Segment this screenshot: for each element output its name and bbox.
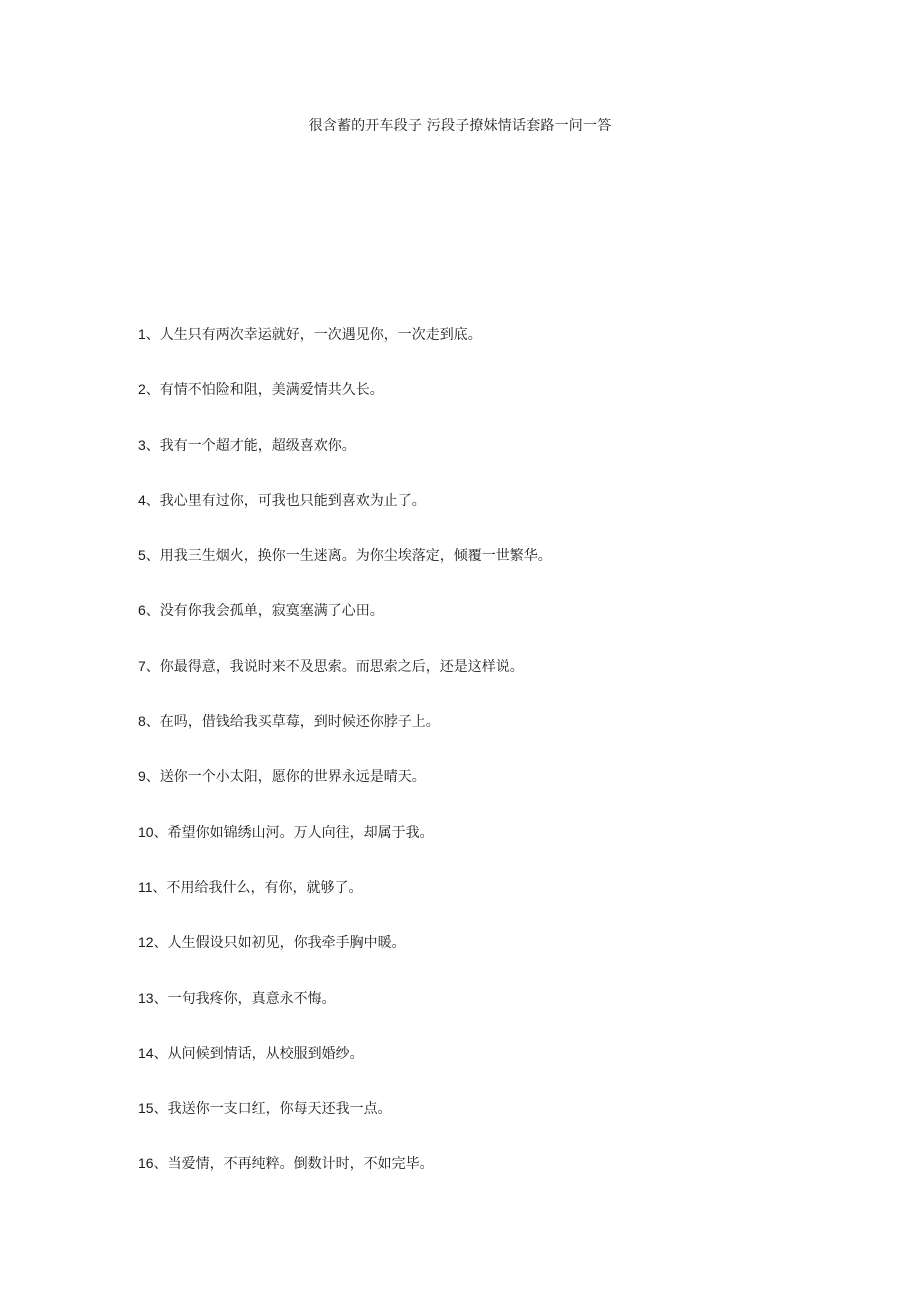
list-item bbox=[138, 600, 838, 655]
item-number: 4 bbox=[138, 491, 146, 508]
item-separator: 、 bbox=[153, 935, 168, 952]
list-item bbox=[138, 711, 838, 766]
item-number: 7 bbox=[138, 657, 146, 674]
item-text: 在吗，借钱给我买草莓，到时候还你脖子上。 bbox=[159, 714, 440, 731]
item-text: 有情不怕险和阻，美满爱情共久长。 bbox=[159, 382, 384, 399]
item-separator: 、 bbox=[153, 1045, 168, 1062]
item-separator: 、 bbox=[145, 714, 160, 731]
list-item bbox=[138, 379, 838, 434]
item-text: 一句我疼你，真意永不悔。 bbox=[167, 990, 336, 1007]
item-text: 我心里有过你，可我也只能到喜欢为止了。 bbox=[159, 492, 426, 509]
list-item bbox=[138, 545, 838, 600]
list-item bbox=[138, 766, 838, 821]
item-separator: 、 bbox=[145, 382, 160, 399]
item-separator: 、 bbox=[153, 1101, 168, 1118]
list-item bbox=[138, 822, 838, 877]
list-item bbox=[138, 988, 838, 1043]
list-item bbox=[138, 490, 838, 545]
item-text: 送你一个小太阳，愿你的世界永远是晴天。 bbox=[159, 769, 426, 786]
item-text: 我有一个超才能，超级喜欢你。 bbox=[159, 437, 356, 454]
item-separator: 、 bbox=[152, 879, 167, 896]
item-separator: 、 bbox=[145, 327, 160, 343]
list-item bbox=[138, 1098, 838, 1153]
item-text: 没有你我会孤单，寂寞塞满了心田。 bbox=[159, 603, 384, 620]
item-text: 用我三生烟火，换你一生迷离。为你尘埃落定，倾覆一世繁华。 bbox=[159, 548, 552, 565]
list-item bbox=[138, 932, 838, 987]
item-number: 5 bbox=[138, 547, 146, 564]
item-number: 8 bbox=[138, 713, 146, 730]
item-number: 11 bbox=[138, 878, 153, 895]
item-text: 我送你一支口红，你每天还我一点。 bbox=[167, 1101, 392, 1118]
item-number: 16 bbox=[138, 1155, 154, 1172]
item-list bbox=[138, 324, 838, 1209]
item-separator: 、 bbox=[145, 492, 160, 509]
item-separator: 、 bbox=[153, 824, 168, 841]
item-number: 15 bbox=[138, 1100, 154, 1117]
item-number: 3 bbox=[138, 436, 146, 453]
list-item bbox=[138, 656, 838, 711]
page-title: 很含蓄的开车段子 污段子撩妹情话套路一问一答 bbox=[308, 118, 612, 134]
list-item bbox=[138, 1043, 838, 1098]
item-separator: 、 bbox=[153, 990, 168, 1007]
item-number: 1 bbox=[138, 326, 146, 342]
item-separator: 、 bbox=[145, 603, 160, 620]
item-number: 2 bbox=[138, 381, 146, 398]
item-number: 6 bbox=[138, 602, 146, 619]
list-item bbox=[138, 877, 838, 932]
list-item bbox=[138, 1153, 838, 1208]
item-text: 当爱情，不再纯粹。倒数计时，不如完毕。 bbox=[167, 1156, 434, 1173]
item-number: 12 bbox=[138, 934, 154, 951]
item-number: 14 bbox=[138, 1044, 154, 1061]
list-item bbox=[138, 435, 838, 490]
item-text: 希望你如锦绣山河。万人向往，却属于我。 bbox=[167, 824, 434, 841]
list-item bbox=[138, 324, 838, 379]
item-text: 你最得意，我说时来不及思索。而思索之后，还是这样说。 bbox=[159, 658, 524, 675]
item-text: 人生只有两次幸运就好，一次遇见你，一次走到底。 bbox=[159, 327, 482, 343]
item-separator: 、 bbox=[145, 548, 160, 565]
item-number: 10 bbox=[138, 823, 154, 840]
item-separator: 、 bbox=[145, 437, 160, 454]
item-number: 13 bbox=[138, 989, 154, 1006]
item-text: 不用给我什么，有你，就够了。 bbox=[166, 879, 363, 896]
item-number: 9 bbox=[138, 768, 146, 785]
item-text: 从问候到情话，从校服到婚纱。 bbox=[167, 1045, 364, 1062]
item-separator: 、 bbox=[153, 1156, 168, 1173]
item-separator: 、 bbox=[145, 658, 160, 675]
item-text: 人生假设只如初见，你我牵手胸中暖。 bbox=[167, 935, 406, 952]
item-separator: 、 bbox=[145, 769, 160, 786]
